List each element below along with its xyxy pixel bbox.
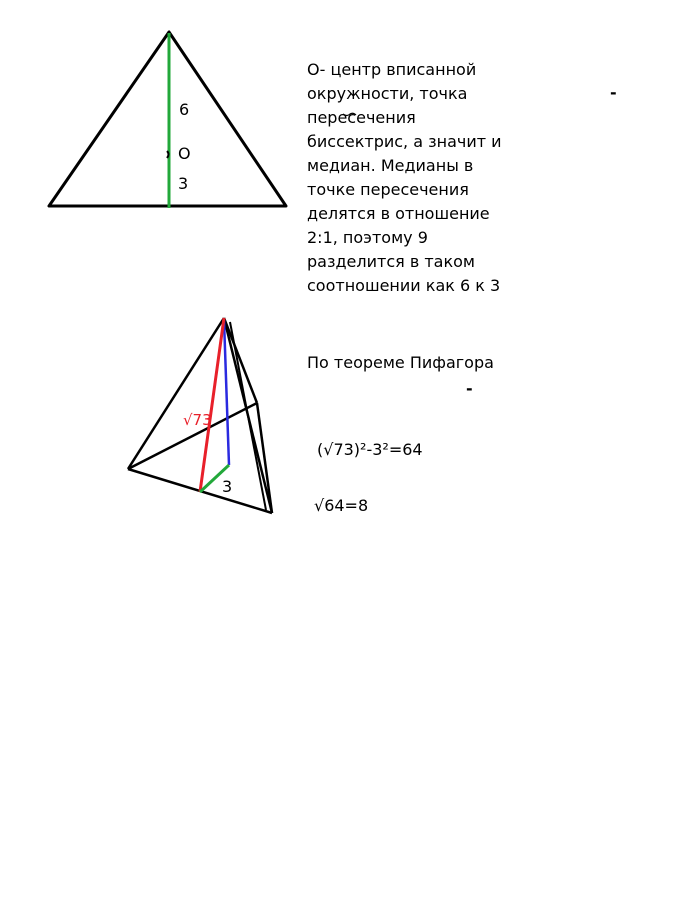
explanation-line: делятся в отношение (307, 204, 490, 223)
pythagoras-equation: (√73)²-3²=64 (317, 440, 423, 459)
explanation-line: биссектрис, а значит и (307, 132, 502, 151)
explanation-line: пересечения (307, 108, 416, 127)
slant-height-label: √73 (183, 411, 212, 429)
lower-segment-label: 3 (178, 174, 189, 193)
center-point-mark (167, 151, 169, 158)
explanation-line: точке пересечения (307, 180, 469, 199)
pyramid-figure (128, 318, 272, 513)
stray-dash-mark: - (466, 379, 473, 398)
explanation-line: окружности, точка (307, 84, 468, 103)
explanation-line: соотношении как 6 к 3 (307, 276, 501, 295)
explanation-line: разделится в таком (307, 252, 475, 271)
pyramid-edge-inner (230, 322, 266, 510)
triangle-figure (49, 32, 286, 208)
pyramid-edge-left (128, 318, 224, 469)
pythagoras-result: √64=8 (314, 496, 369, 515)
stray-dash-mark: - (610, 83, 617, 102)
base-segment-label: 3 (222, 477, 233, 496)
explanation-line: О- центр вписанной (307, 60, 477, 79)
pythagoras-heading: По теореме Пифагора (307, 353, 494, 372)
upper-segment-label: 6 (179, 100, 190, 119)
explanation-line: 2:1, поэтому 9 (307, 228, 428, 247)
pyramid-slant-height-line (200, 318, 224, 492)
explanation-text (307, 60, 507, 295)
pyramid-height-line (224, 320, 229, 465)
explanation-line: медиан. Медианы в (307, 156, 474, 175)
center-label: O (178, 144, 191, 163)
